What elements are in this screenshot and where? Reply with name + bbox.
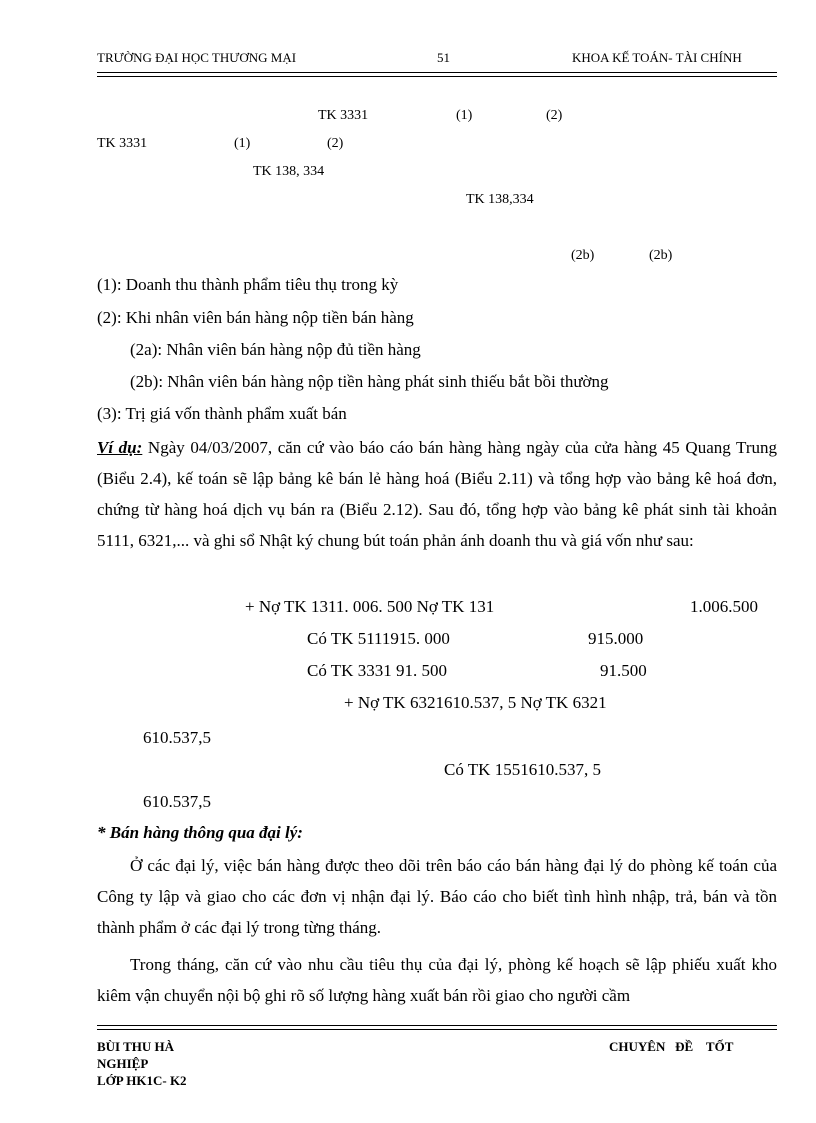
journal-amount: 610.537,5 <box>143 792 211 811</box>
footer-author: BÙI THU HÀ <box>97 1039 175 1054</box>
journal-entry: Có TK 5111915. 000 <box>307 629 450 648</box>
example-text: Ngày 04/03/2007, căn cứ vào báo cáo bán hàng hàng ngày của cửa hàng 45 Quang Trung (Biểu 2.4), kế toán sẽ lập bảng kê bán lẻ hàng hoá (Biểu 2.11) và tổng hợp vào bảng kê hoá đơn, chứng từ hàng hoá dịch vụ bán ra (Biểu 2.12). Sau đó, tổng hợp vào bảng kê phát sinh tài khoản 5111, 6321,... và ghi sổ Nhật ký chung bút toán phản ánh doanh thu và giá vốn như sau: <box>97 438 777 550</box>
diagram-label: (2) <box>546 108 563 123</box>
journal-amount: 1.006.500 <box>690 597 758 616</box>
diagram-label: TK 138,334 <box>466 192 534 207</box>
diagram-label: TK 138, 334 <box>253 164 325 179</box>
footer-class: LỚP HK1C- K2 <box>97 1073 187 1088</box>
diagram-label: TK 3331 <box>97 136 148 151</box>
example-label: Ví dụ: <box>97 438 143 457</box>
diagram-label: (2b) <box>571 248 595 263</box>
header-faculty: KHOA KẾ TOÁN- TÀI CHÍNH <box>572 50 742 65</box>
diagram-label: (1) <box>234 136 251 151</box>
header-rule <box>97 72 777 77</box>
diagram-label: (2) <box>327 136 344 151</box>
footer-right: CHUYÊN ĐỀ TỐT <box>609 1039 734 1054</box>
footer-line: NGHIỆP <box>97 1056 149 1071</box>
journal-entry: Có TK 1551610.537, 5 <box>444 760 601 779</box>
journal-entry: Có TK 3331 91. 500 <box>307 661 447 680</box>
diagram-label: (2b) <box>649 248 673 263</box>
journal-entry: + Nợ TK 6321610.537, 5 Nợ TK 6321 <box>344 693 607 712</box>
journal-amount: 91.500 <box>600 661 647 680</box>
legend-item: (2b): Nhân viên bán hàng nộp tiền hàng phát sinh thiếu bắt bồi thường <box>130 372 609 391</box>
example-paragraph <box>97 432 777 556</box>
journal-entry: + Nợ TK 1311. 006. 500 Nợ TK 131 <box>245 597 495 616</box>
journal-amount: 610.537,5 <box>143 728 211 747</box>
legend-item: (1): Doanh thu thành phẩm tiêu thụ trong kỳ <box>97 275 399 294</box>
section-heading: * Bán hàng thông qua đại lý: <box>97 823 303 842</box>
journal-amount: 915.000 <box>588 629 644 648</box>
section-paragraph: Trong tháng, căn cứ vào nhu cầu tiêu thụ của đại lý, phòng kế hoạch sẽ lập phiếu xuất kho kiêm vận chuyển nội bộ ghi rõ số lượng hàng xuất bán rồi giao cho người cầm <box>97 955 777 1005</box>
diagram-label: (1) <box>456 108 473 123</box>
legend-item: (2a): Nhân viên bán hàng nộp đủ tiền hàng <box>130 340 421 359</box>
legend-item: (2): Khi nhân viên bán hàng nộp tiền bán hàng <box>97 308 414 327</box>
footer-rule <box>97 1025 777 1030</box>
diagram-label: TK 3331 <box>318 108 369 123</box>
page-number: 51 <box>437 50 450 65</box>
header-school: TRƯỜNG ĐẠI HỌC THƯƠNG MẠI <box>97 50 297 65</box>
section-paragraph: Ở các đại lý, việc bán hàng được theo dõi trên báo cáo bán hàng đại lý do phòng kế toán của Công ty lập và giao cho các đơn vị nhận đại lý. Báo cáo cho biết tình hình nhập, trả, bán và tồn thành phẩm ở các đại lý trong từng tháng. <box>97 856 777 937</box>
legend-item: (3): Trị giá vốn thành phẩm xuất bán <box>97 404 347 423</box>
